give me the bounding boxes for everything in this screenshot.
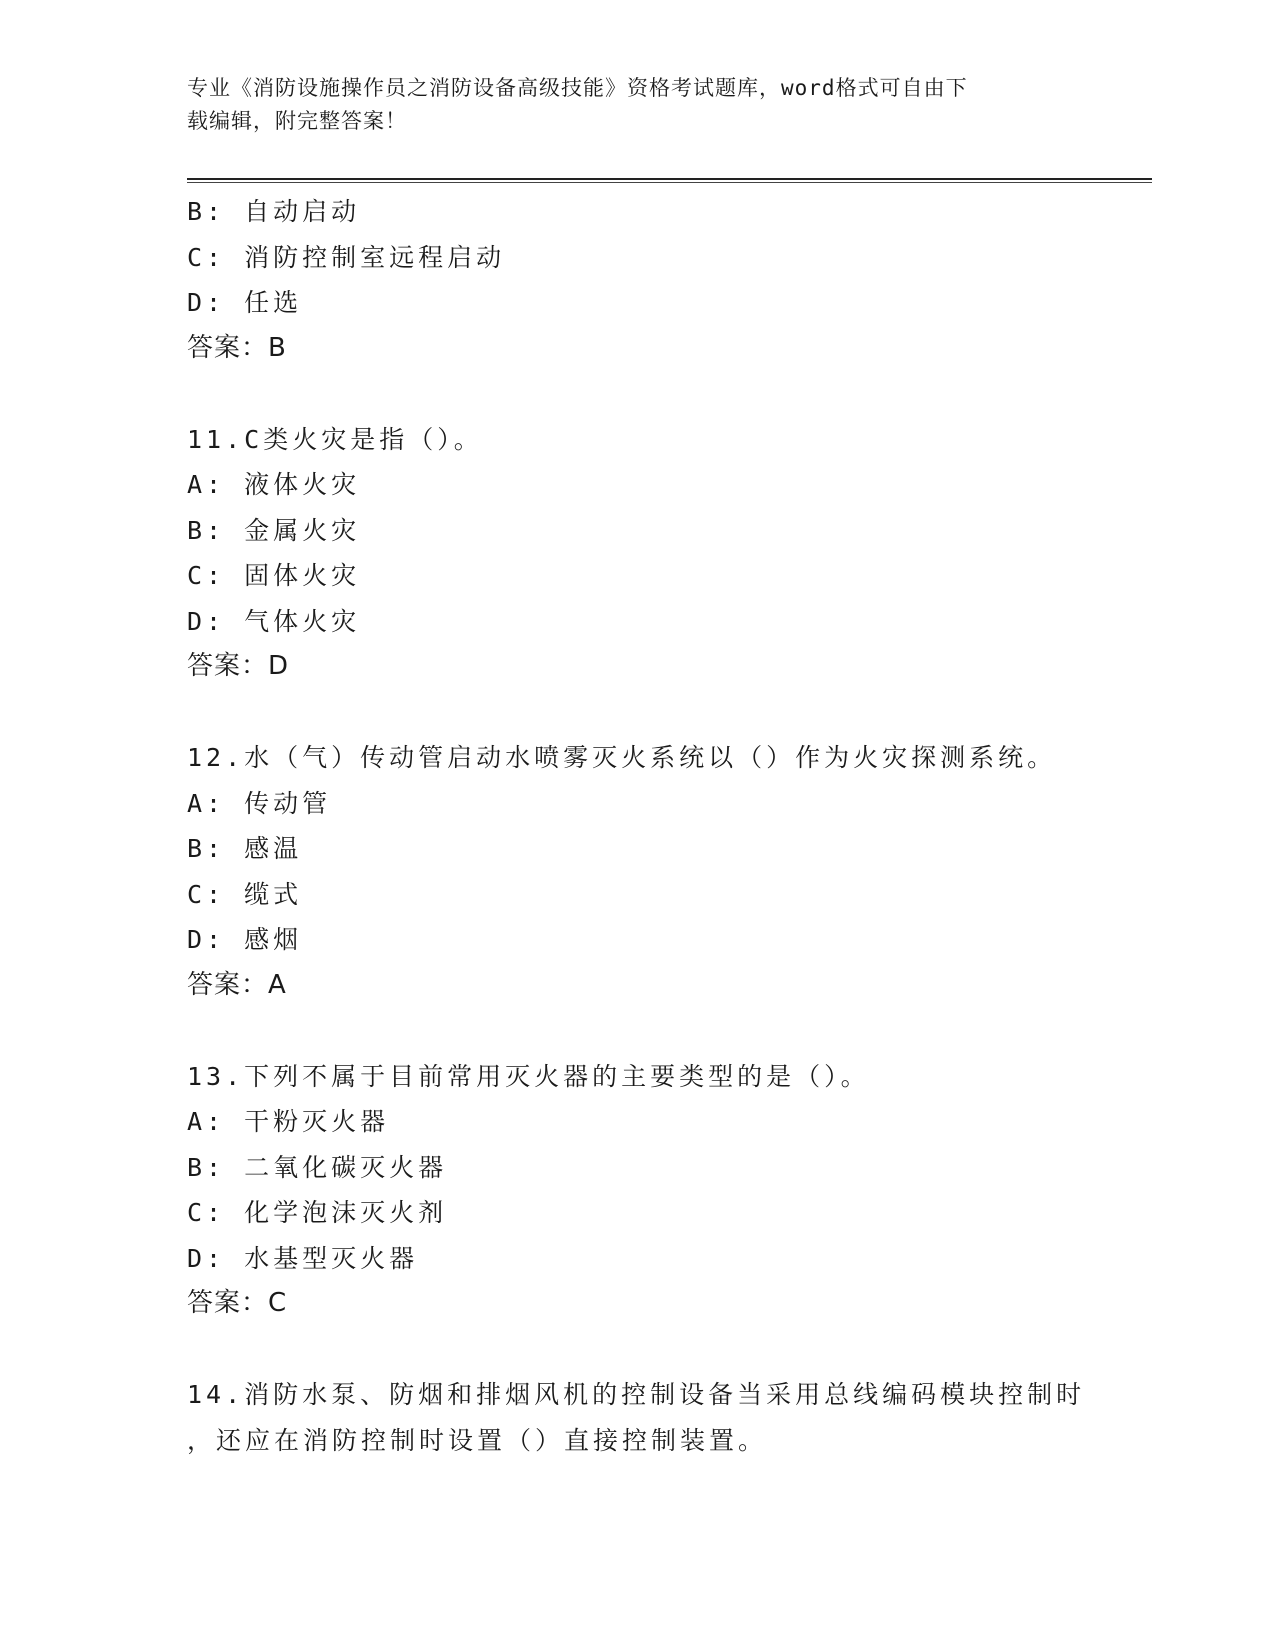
option-c: C: 固体火灾 <box>187 561 361 590</box>
question-text: 12.水（气）传动管启动水喷雾灭火系统以（）作为火灾探测系统。 <box>187 743 1057 772</box>
option-b: B: 金属火灾 <box>187 515 361 545</box>
option-d: D: 感烟 <box>187 925 303 954</box>
option-c: C: 缆式 <box>187 879 303 909</box>
answer: 答案：A <box>187 969 287 1000</box>
option-b: B: 感温 <box>187 834 303 863</box>
option-c: C: 化学泡沫灭火剂 <box>187 1198 448 1227</box>
option-a: A: 液体火灾 <box>187 470 361 499</box>
option-d: D: 任选 <box>187 288 303 317</box>
option-a: A: 传动管 <box>187 788 332 818</box>
question-text-line-2: ，还应在消防控制时设置（）直接控制装置。 <box>187 1425 768 1455</box>
option-b: B: 自动启动 <box>187 197 361 226</box>
answer: 答案：D <box>187 651 290 681</box>
option-d: D: 气体火灾 <box>187 606 361 636</box>
header-divider-thick <box>187 178 1152 180</box>
header-line-1: 专业《消防设施操作员之消防设备高级技能》资格考试题库，word格式可自由下 <box>187 76 968 100</box>
question-list <box>187 189 1147 1463</box>
question-text-line-1: 14.消防水泵、防烟和排烟风机的控制设备当采用总线编码模块控制时 <box>187 1380 1086 1409</box>
option-d: D: 水基型灭火器 <box>187 1243 419 1273</box>
document-header <box>187 72 1087 138</box>
question-13 <box>187 1054 1147 1327</box>
question-10 <box>187 189 1147 371</box>
header-divider-thin <box>187 182 1152 183</box>
question-text: 13.下列不属于目前常用灭火器的主要类型的是（）。 <box>187 1061 870 1091</box>
answer: 答案：B <box>187 332 287 363</box>
question-14 <box>187 1372 1147 1463</box>
question-11 <box>187 417 1147 690</box>
option-a: A: 干粉灭火器 <box>187 1107 390 1136</box>
option-c: C: 消防控制室远程启动 <box>187 242 506 272</box>
answer: 答案：C <box>187 1288 288 1318</box>
question-12 <box>187 735 1147 1008</box>
option-b: B: 二氧化碳灭火器 <box>187 1152 448 1182</box>
header-line-2: 载编辑，附完整答案！ <box>187 109 407 133</box>
question-text: 11.C类火灾是指（）。 <box>187 424 483 454</box>
